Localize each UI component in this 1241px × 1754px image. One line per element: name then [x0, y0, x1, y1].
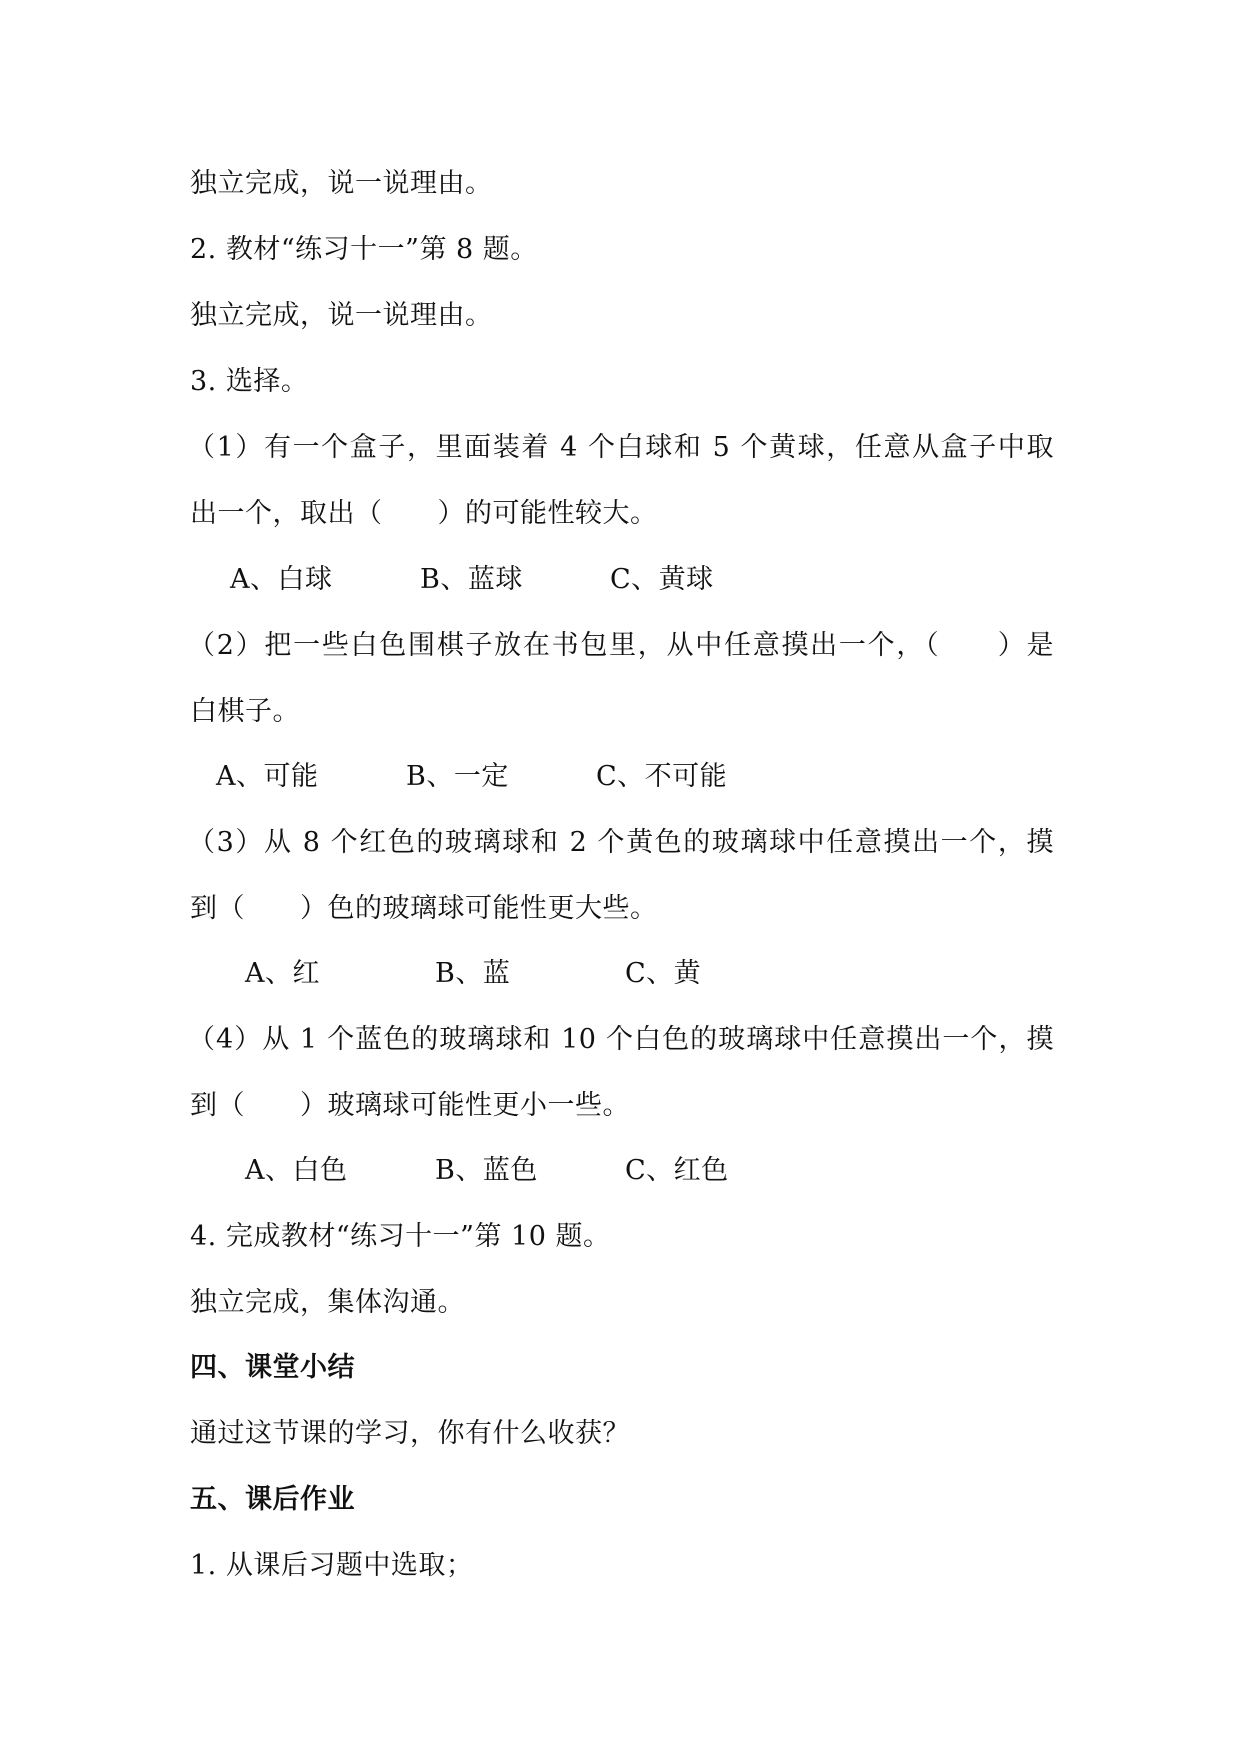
- question-3-line-1: （3）从 8 个红色的玻璃球和 2 个黄色的玻璃球中任意摸出一个，摸: [188, 827, 1054, 858]
- question-4-options: [245, 1153, 729, 1189]
- question-2-options: [216, 759, 727, 795]
- instruction-text: 独立完成，说一说理由。: [190, 300, 493, 331]
- summary-question: 通过这节课的学习，你有什么收获？: [190, 1418, 630, 1449]
- option-c: C、黄球: [610, 564, 714, 595]
- question-1-line-1: （1）有一个盒子，里面装着 4 个白球和 5 个黄球，任意从盒子中取: [188, 432, 1054, 463]
- option-a: A、可能: [216, 761, 319, 792]
- question-1-options: [230, 562, 714, 598]
- question-4-line-1: （4）从 1 个蓝色的玻璃球和 10 个白色的玻璃球中任意摸出一个，摸: [188, 1024, 1054, 1055]
- question-3-options: [245, 956, 701, 992]
- exercise-4: 4. 完成教材“练习十一”第 10 题。: [190, 1221, 611, 1252]
- option-c: C、红色: [625, 1155, 729, 1186]
- section-heading-homework: 五、课后作业: [190, 1484, 355, 1515]
- question-3-line-2: 到（ ）色的玻璃球可能性更大些。: [190, 893, 658, 924]
- option-a: A、白球: [230, 564, 333, 595]
- option-c: C、黄: [625, 958, 702, 989]
- option-a: A、白色: [245, 1155, 348, 1186]
- question-4-line-2: 到（ ）玻璃球可能性更小一些。: [190, 1090, 630, 1121]
- question-2-line-2: 白棋子。: [190, 696, 300, 727]
- section-heading-summary: 四、课堂小结: [190, 1352, 355, 1383]
- exercise-2: 2. 教材“练习十一”第 8 题。: [190, 234, 538, 265]
- exercise-3-heading: 3. 选择。: [190, 366, 309, 397]
- option-a: A、红: [245, 958, 320, 989]
- question-2-line-1: （2）把一些白色围棋子放在书包里，从中任意摸出一个，（ ）是: [188, 630, 1054, 661]
- homework-item-1: 1. 从课后习题中选取；: [190, 1550, 474, 1581]
- option-b: B、蓝色: [435, 1155, 538, 1186]
- option-b: B、一定: [406, 761, 509, 792]
- option-b: B、蓝: [435, 958, 511, 989]
- question-1-line-2: 出一个，取出（ ）的可能性较大。: [190, 498, 658, 529]
- instruction-text: 独立完成，说一说理由。: [190, 168, 493, 199]
- option-c: C、不可能: [596, 761, 728, 792]
- instruction-text: 独立完成，集体沟通。: [190, 1287, 465, 1318]
- option-b: B、蓝球: [420, 564, 523, 595]
